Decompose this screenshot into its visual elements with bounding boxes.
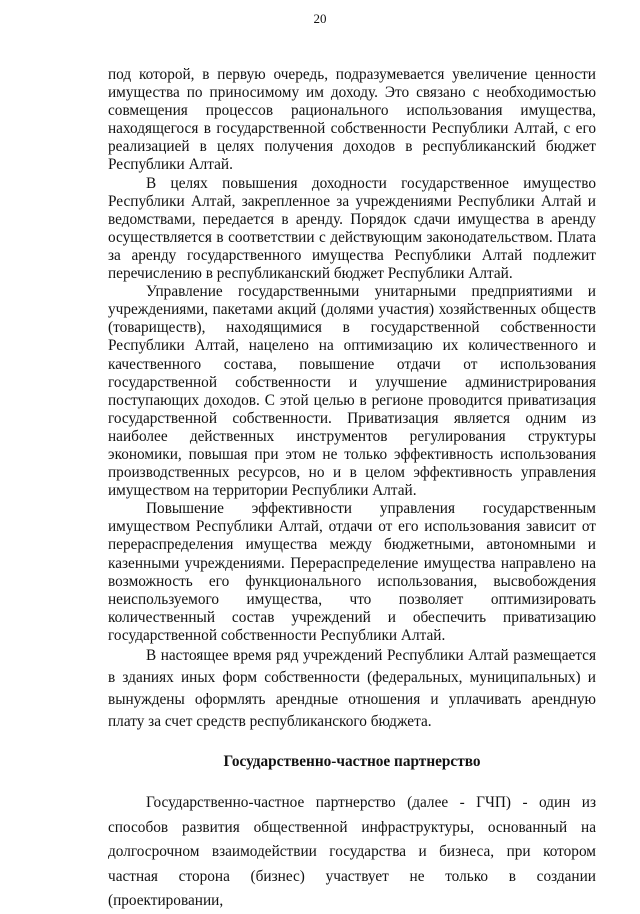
page-number: 20: [313, 11, 327, 26]
document-body: [108, 66, 596, 914]
paragraph-ppp-definition: Государственно-частное партнерство (далее - ГЧП) - один из способов развития общественной инфраструктуры, основанный на долгосрочном взаимодействии государства и бизнеса, при котором частная сторона (бизнес) участвует не только в создании (проектировании,: [108, 794, 596, 909]
paragraph-property-redistribution: Повышение эффективности управления государственным имуществом Республики Алтай, отдачи от его использования зависит от перераспределения имущества между бюджетными, автономными и казенными учреждениями. Перераспределение имущества направлено на возможность его функционального использования, высвобождения неиспользуемого имущества, что позволяет оптимизировать количественный состав учреждений и обеспечить приватизацию государственной собственности Республики Алтай.: [108, 500, 596, 644]
section-heading: Государственно-частное партнерство: [223, 753, 481, 770]
paragraph-rental-income: В целях повышения доходности государственное имущество Республики Алтай, закрепленное за учреждениями Республики Алтай и ведомствами, передается в аренду. Порядок сдачи имущества в аренду осуществляется в соответствии с действующим законодательством. Плата за аренду государственного имущества Республики Алтай подлежит перечислению в республиканский бюджет Республики Алтай.: [108, 174, 596, 283]
paragraph-rented-premises: В настоящее время ряд учреждений Республики Алтай размещается в зданиях иных форм собственности (федеральных, муниципальных) и вынуждены оформлять арендные отношения и уплачивать арендную плату за счет средств республиканского бюджета.: [108, 647, 596, 730]
paragraph-continuation: под которой, в первую очередь, подразумевается увеличение ценности имущества по приносимому им доходу. Это связано с необходимостью совмещения процессов рационального использования имущества, находящегося в государственной собственности Республики Алтай, с его реализацией в целях получения доходов в республиканский бюджет Республики Алтай.: [108, 66, 596, 174]
paragraph-enterprise-management: Управление государственными унитарными предприятиями и учреждениями, пакетами акций (долями участия) хозяйственных обществ (товариществ), находящимися в государственной собственности Республики Алтай, нацелено на оптимизацию их количественного и качественного состава, повышение отдачи от использования государственной собственности и улучшение администрирования поступающих доходов. С этой целью в регионе проводится приватизация государственной собственности. Приватизация является одним из наиболее действенных инструментов регулирования структуры экономики, повышая при этом не только эффективность использования производственных ресурсов, но и в целом эффективность управления имуществом на территории Республики Алтай.: [108, 283, 596, 500]
